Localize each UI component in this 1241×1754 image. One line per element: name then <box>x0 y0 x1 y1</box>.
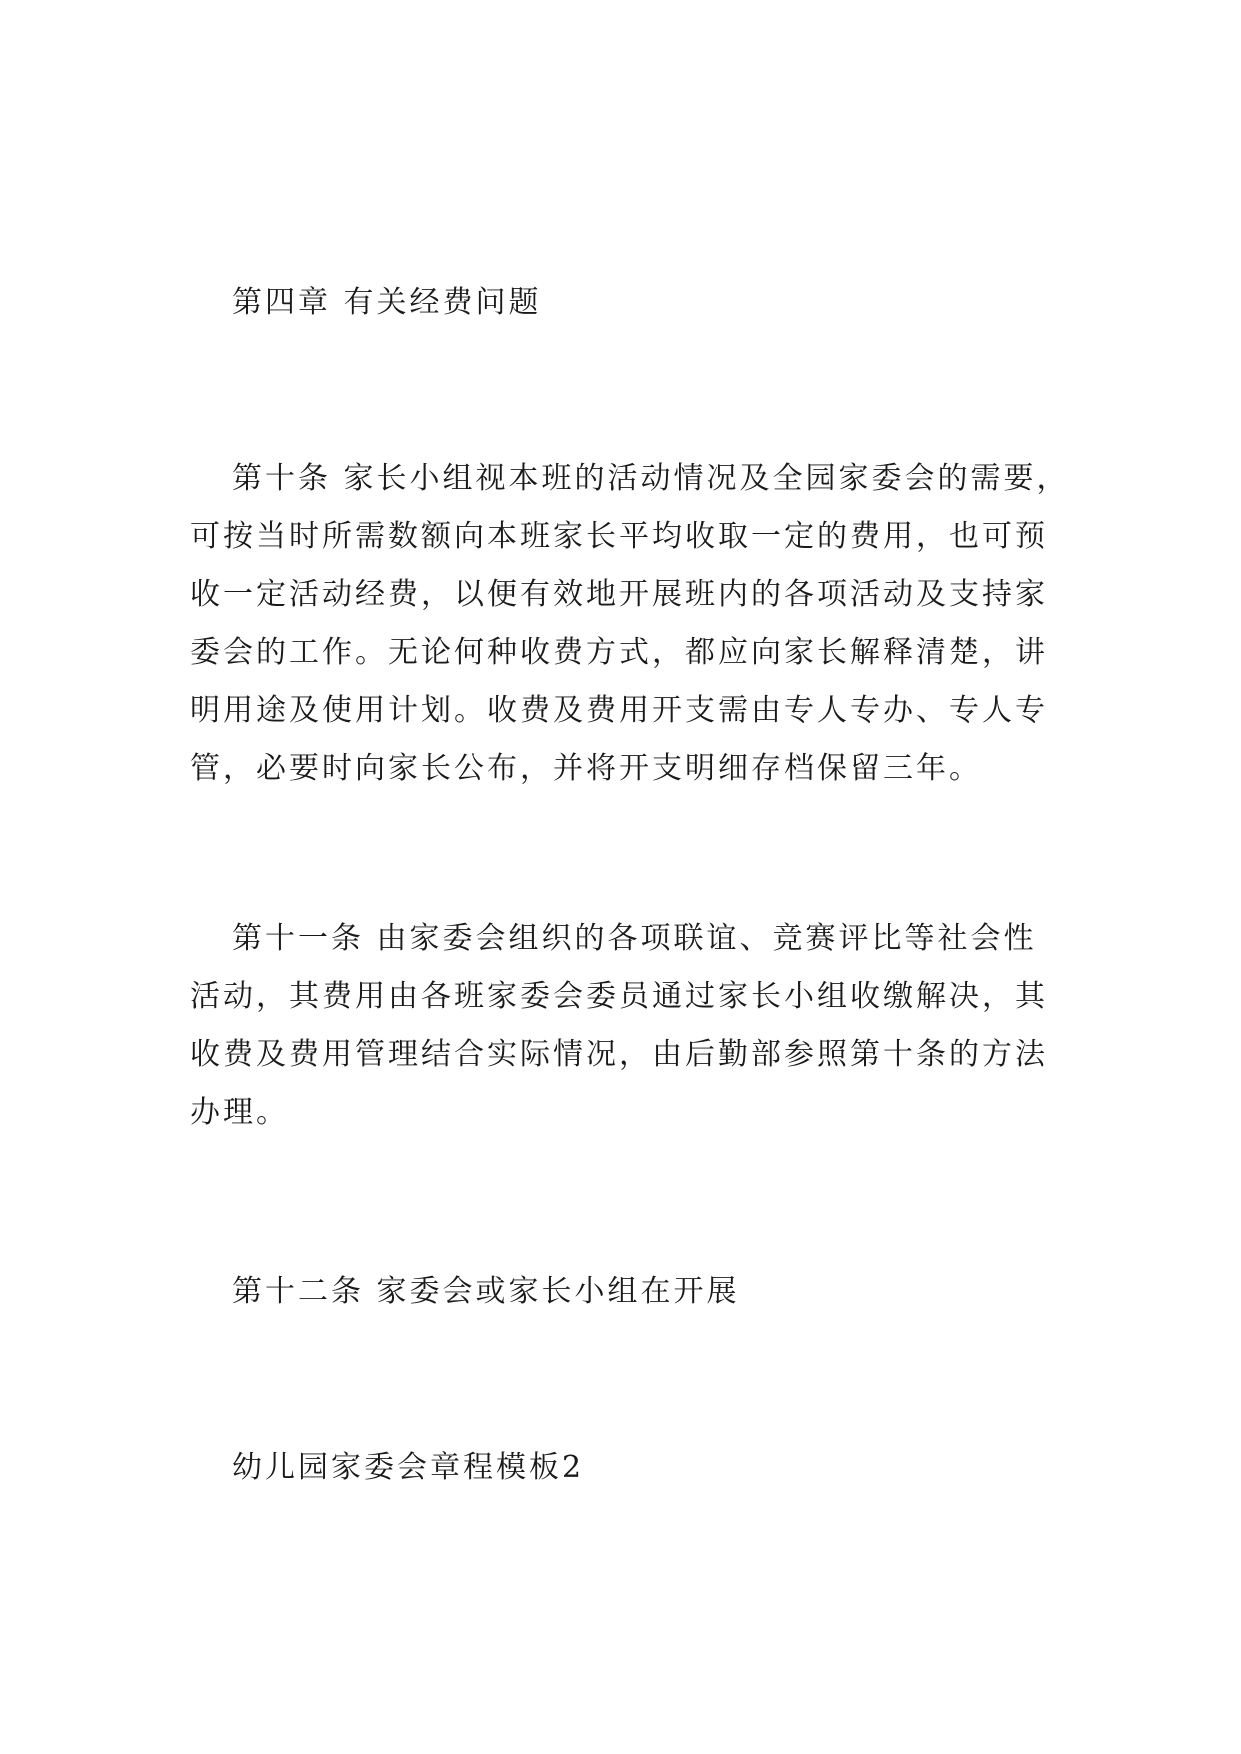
article-10-line: 可按当时所需数额向本班家长平均收取一定的费用，也可预 <box>190 519 1048 554</box>
article-10-line: 收一定活动经费，以便有效地开展班内的各项活动及支持家 <box>190 577 1048 612</box>
template-title: 幼儿园家委会章程模板2 <box>232 1450 585 1485</box>
chapter-heading: 第四章 有关经费问题 <box>232 285 542 320</box>
article-11-line: 办理。 <box>190 1095 289 1130</box>
article-10-paragraph <box>190 450 1070 798</box>
article-11-paragraph <box>190 910 1060 1142</box>
article-11-line: 活动，其费用由各班家委会委员通过家长小组收缴解决，其 <box>190 979 1048 1014</box>
article-10-line: 明用途及使用计划。收费及费用开支需由专人专办、专人专 <box>190 693 1048 728</box>
article-11-line: 第十一条 由家委会组织的各项联谊、竞赛评比等社会性 <box>232 921 1037 956</box>
article-10-line: 第十条 家长小组视本班的活动情况及全园家委会的需要， <box>232 461 1070 496</box>
article-10-line: 管，必要时向家长公布，并将开支明细存档保留三年。 <box>190 751 982 786</box>
article-10-line: 委会的工作。无论何种收费方式，都应向家长解释清楚，讲 <box>190 635 1048 670</box>
article-12-heading: 第十二条 家委会或家长小组在开展 <box>232 1274 740 1309</box>
article-11-line: 收费及费用管理结合实际情况，由后勤部参照第十条的方法 <box>190 1037 1048 1072</box>
